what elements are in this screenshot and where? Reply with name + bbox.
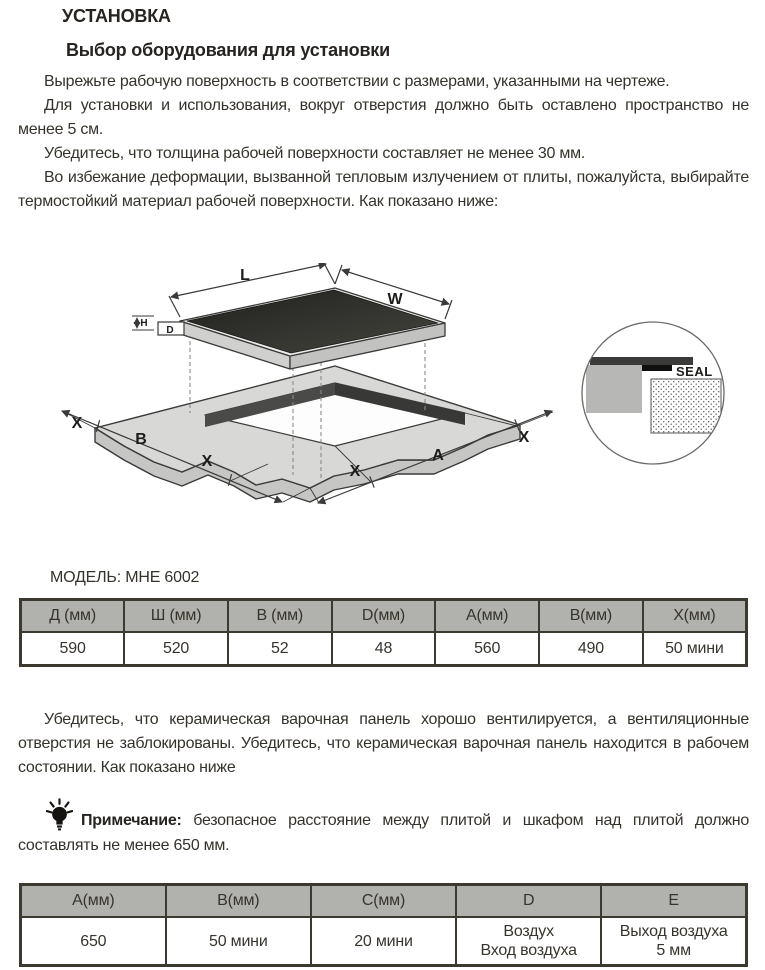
seal-cabinet-section <box>651 379 721 433</box>
header-cell: Ш (мм) <box>124 600 228 633</box>
value-cell <box>21 917 166 966</box>
paragraph-clearance: Для установки и использования, вокруг отверстия должно быть оставлено пространство не менее 5 см. <box>18 97 749 138</box>
header-cell: В (мм) <box>228 600 332 633</box>
cell-line: Вход воздуха <box>480 942 577 959</box>
dimensions-table-value-row <box>21 632 747 666</box>
model-label: МОДЕЛЬ: MHE 6002 <box>50 569 200 586</box>
value-cell: 560 <box>435 632 539 666</box>
dim-label-h: H <box>140 318 148 329</box>
seal-label: SEAL <box>676 364 713 379</box>
header-cell: В(мм) <box>166 885 311 918</box>
ventilation-table <box>19 883 748 967</box>
value-cell: 52 <box>228 632 332 666</box>
paragraph-thickness: Убедитесь, что толщина рабочей поверхности составляет не менее 30 мм. <box>44 145 586 162</box>
value-cell: 520 <box>124 632 228 666</box>
intro-paragraphs <box>18 70 749 214</box>
note-label: Примечание: <box>81 812 182 829</box>
paragraph-heat-resistant: Во избежание деформации, вызванной тепловым излучением от плиты, пожалуйста, выбирайте термостойкий материал рабочей поверхности. Как показано ниже: <box>18 169 749 210</box>
note <box>18 798 749 858</box>
value-cell <box>311 917 456 966</box>
page-title: УСТАНОВКА <box>62 6 171 26</box>
cell-line: 650 <box>80 932 107 950</box>
header-cell: В(мм) <box>539 600 643 633</box>
dim-label-a: A <box>432 447 444 464</box>
dimensions-table <box>19 598 748 667</box>
cell-line: 20 мини <box>354 932 413 950</box>
ventilation-table-header-row <box>21 885 747 918</box>
seal-detail <box>582 322 724 464</box>
ventilation-table-value-row <box>21 917 747 966</box>
dim-label-x3: X <box>518 429 530 446</box>
value-cell <box>601 917 746 966</box>
dim-label-w: W <box>387 291 403 308</box>
header-cell: А(мм) <box>21 885 166 918</box>
value-cell <box>166 917 311 966</box>
dim-label-x1: X <box>71 415 83 432</box>
header-cell: С(мм) <box>311 885 456 918</box>
dim-label-b: B <box>135 431 147 448</box>
seal-strip <box>638 365 672 371</box>
dim-label-l: L <box>240 267 250 284</box>
header-cell: Х(мм) <box>643 600 747 633</box>
value-cell: 48 <box>332 632 436 666</box>
dim-label-x2: X <box>201 453 213 470</box>
paragraph-ventilation: Убедитесь, что керамическая варочная панель хорошо вентилируется, а вентиляционные отверстия не заблокированы. Убедитесь, что керамическая варочная панель находится в рабочем состоянии. Как показано ниже <box>18 711 749 776</box>
cell-line: 5 мм <box>656 942 691 959</box>
ventilation-paragraph-block <box>18 708 749 780</box>
value-cell: 50 мини <box>643 632 747 666</box>
header-cell: А(мм) <box>435 600 539 633</box>
header-cell: D <box>456 885 601 918</box>
dimensions-table-header-row <box>21 600 747 633</box>
countertop <box>95 366 520 502</box>
hd-dimension <box>132 316 184 336</box>
paragraph-cut-surface: Вырежьте рабочую поверхность в соответствии с размерами, указанными на чертеже. <box>44 73 670 90</box>
cell-line: Выход воздуха <box>619 923 728 940</box>
cooktop <box>180 288 445 369</box>
value-cell: 490 <box>539 632 643 666</box>
lightbulb-icon <box>46 798 73 834</box>
dim-label-d: D <box>166 325 174 336</box>
header-cell: D(мм) <box>332 600 436 633</box>
note-text: безопасное расстояние между плитой и шкафом над плитой должно составлять не менее 650 мм. <box>18 812 750 854</box>
installation-diagram <box>20 263 750 515</box>
section-heading: Выбор оборудования для установки <box>66 40 390 60</box>
header-cell: E <box>601 885 746 918</box>
header-cell: Д (мм) <box>21 600 125 633</box>
cell-line: 50 мини <box>209 932 268 950</box>
value-cell: 590 <box>21 632 125 666</box>
seal-counter-section <box>586 365 642 413</box>
dim-label-x4: X <box>349 463 361 480</box>
value-cell <box>456 917 601 966</box>
cell-line: Воздух <box>503 923 554 940</box>
